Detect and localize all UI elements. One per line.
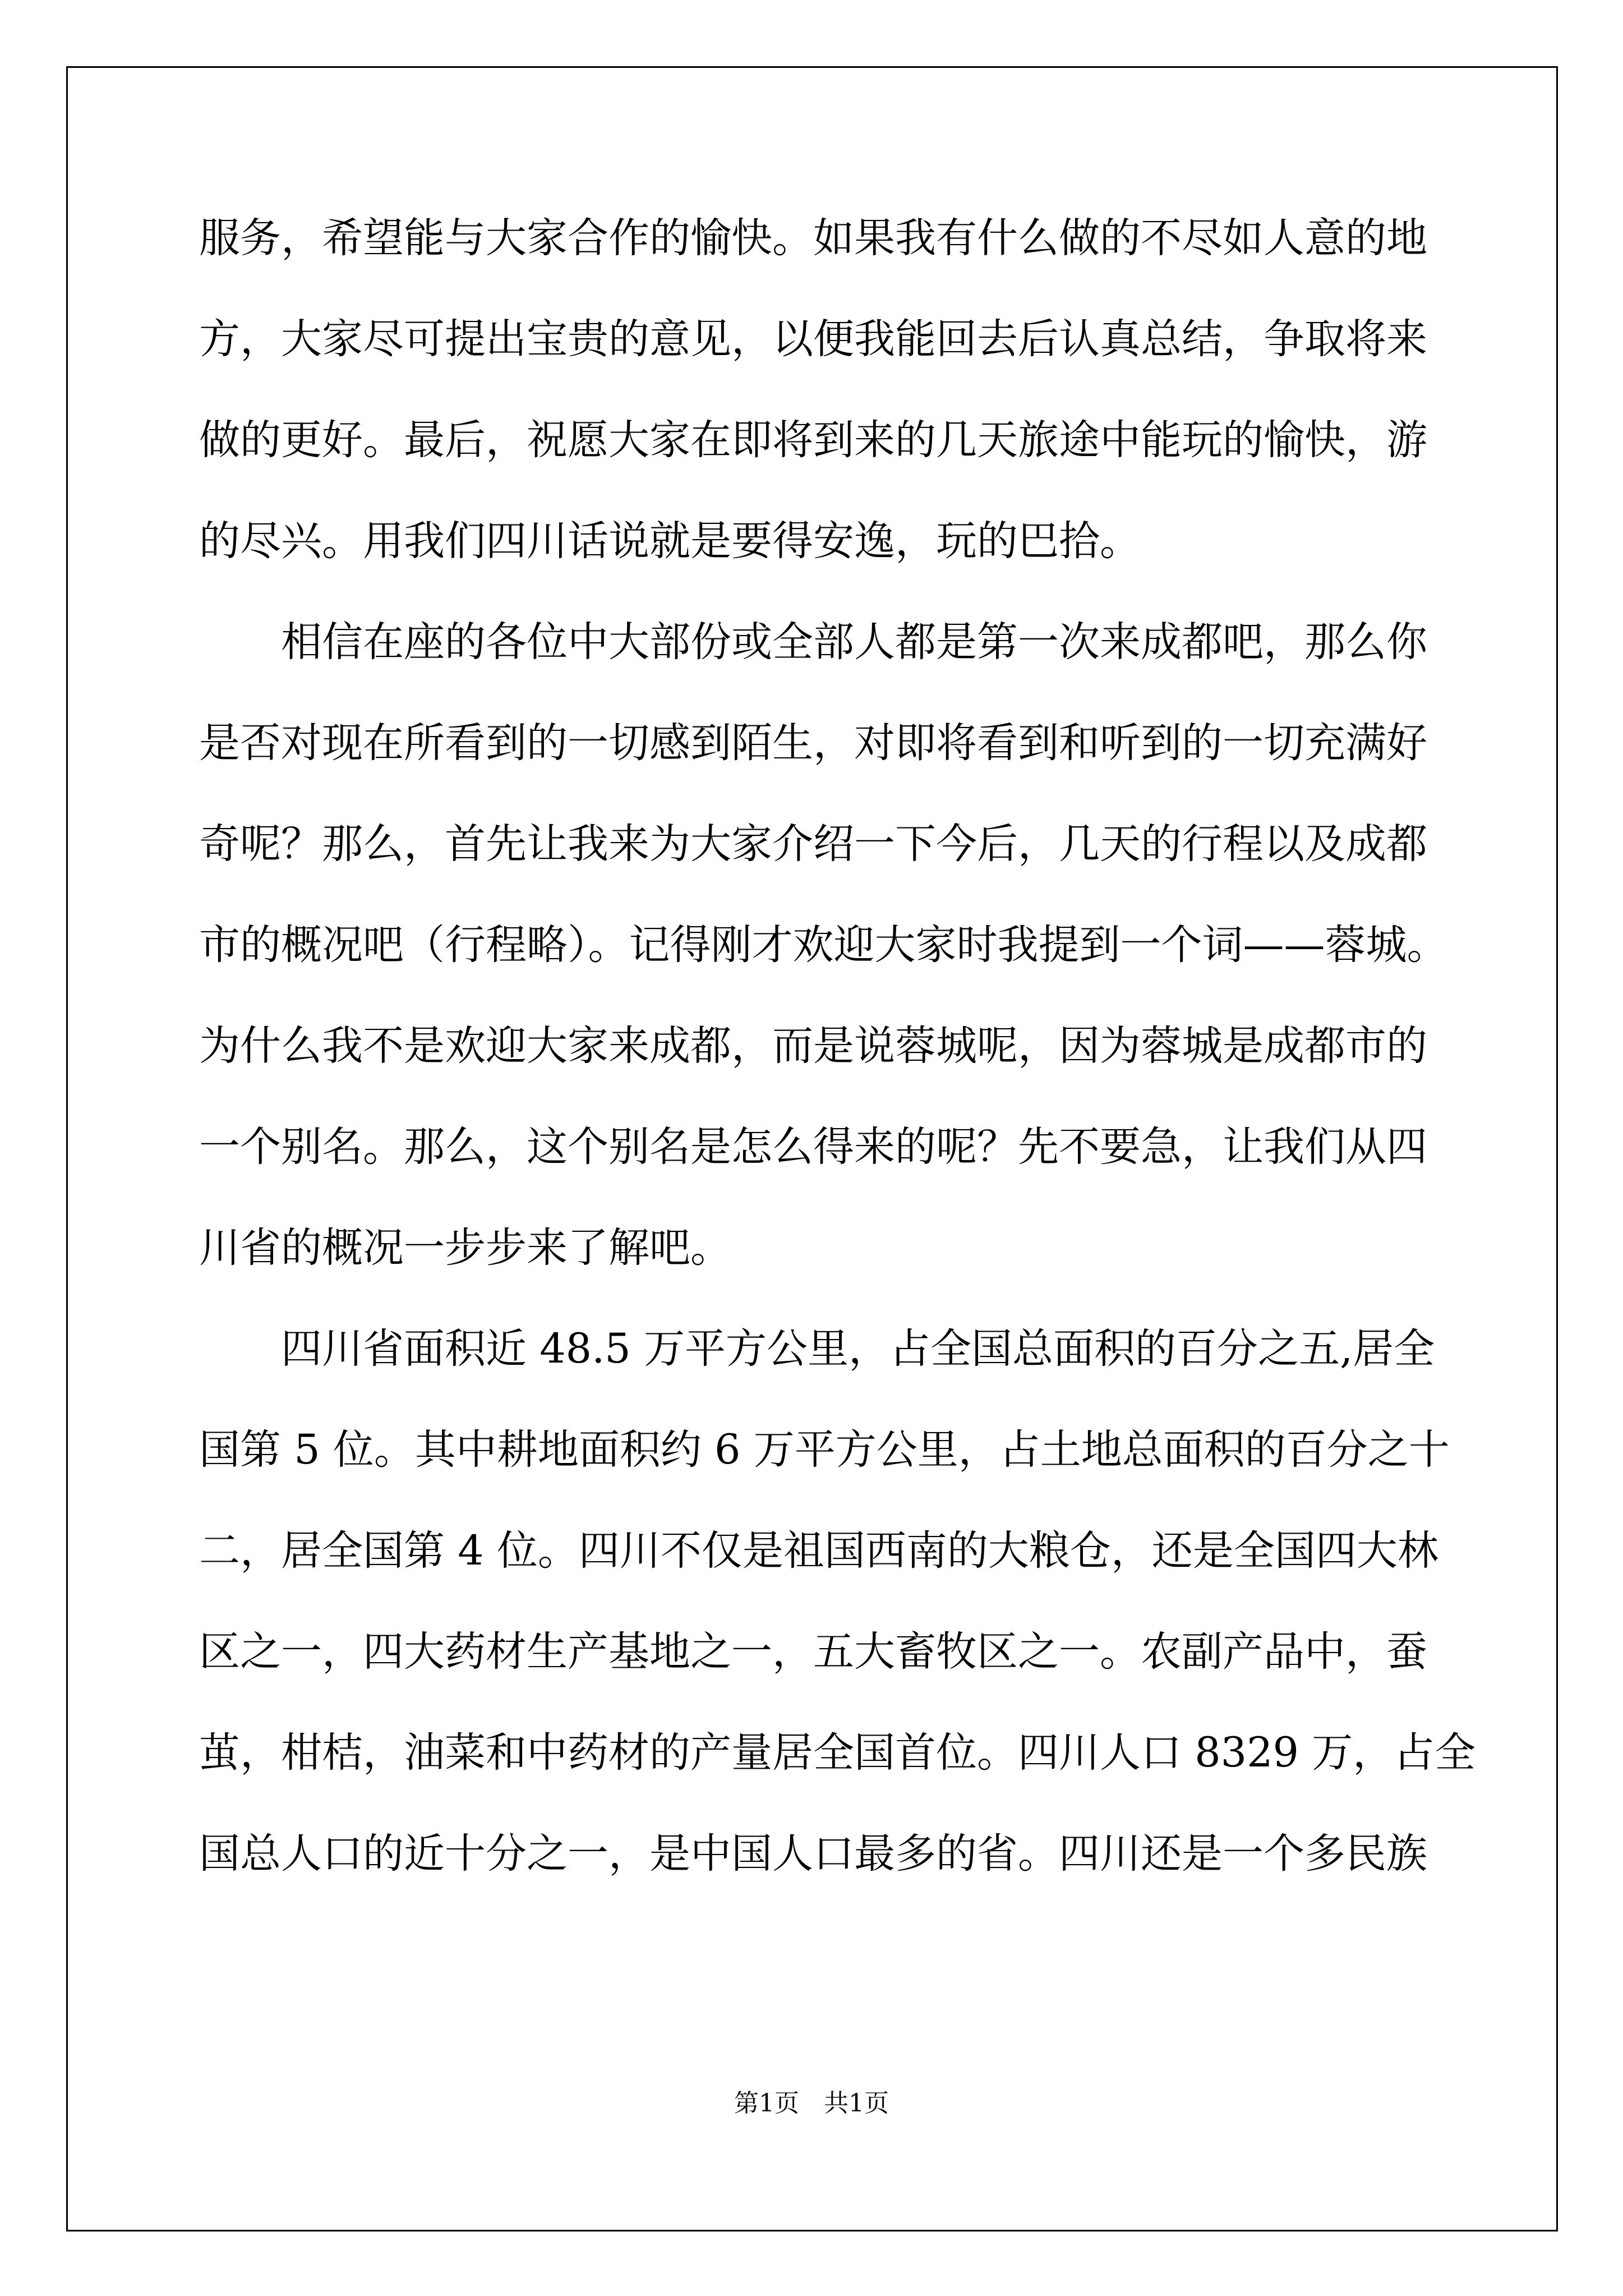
text-line-16: 茧，柑桔，油菜和中药材的产量居全国首位。四川人口 8329 万，占全 (199, 1729, 1476, 1777)
text-line-3: 做的更好。最后，祝愿大家在即将到来的几天旅途中能玩的愉快，游 (199, 416, 1427, 464)
text-line-4: 的尽兴。用我们四川话说就是要得安逸，玩的巴拾。 (199, 517, 1141, 565)
text-line-8: 市的概况吧（行程略）。记得刚才欢迎大家时我提到一个词——蓉城。 (199, 921, 1448, 969)
text-line-5: 相信在座的各位中大部份或全部人都是第一次来成都吧，那么你 (199, 618, 1427, 666)
text-line-6: 是否对现在所看到的一切感到陌生，对即将看到和听到的一切充满好 (199, 719, 1427, 767)
text-line-11: 川省的概况一步步来了解吧。 (199, 1224, 731, 1272)
page-footer: 第1页 共1页 (734, 2089, 889, 2118)
text-line-2: 方，大家尽可提出宝贵的意见，以便我能回去后认真总结，争取将来 (199, 315, 1427, 363)
text-line-1: 服务，希望能与大家合作的愉快。如果我有什么做的不尽如人意的地 (199, 214, 1427, 262)
text-line-15: 区之一，四大药材生产基地之一，五大畜牧区之一。农副产品中，蚕 (199, 1628, 1427, 1676)
text-line-9: 为什么我不是欢迎大家来成都，而是说蓉城呢，因为蓉城是成都市的 (199, 1022, 1427, 1070)
text-line-13: 国第 5 位。其中耕地面积约 6 万平方公里，占土地总面积的百分之十 (199, 1426, 1450, 1474)
text-line-17: 国总人口的近十分之一，是中国人口最多的省。四川还是一个多民族 (199, 1830, 1427, 1878)
text-line-12: 四川省面积近 48.5 万平方公里，占全国总面积的百分之五,居全 (199, 1325, 1435, 1373)
text-line-14: 二，居全国第 4 位。四川不仅是祖国西南的大粮仓，还是全国四大林 (199, 1527, 1438, 1575)
text-line-10: 一个别名。那么，这个别名是怎么得来的呢？先不要急，让我们从四 (199, 1123, 1427, 1171)
text-line-7: 奇呢？那么，首先让我来为大家介绍一下今后，几天的行程以及成都 (199, 820, 1427, 868)
